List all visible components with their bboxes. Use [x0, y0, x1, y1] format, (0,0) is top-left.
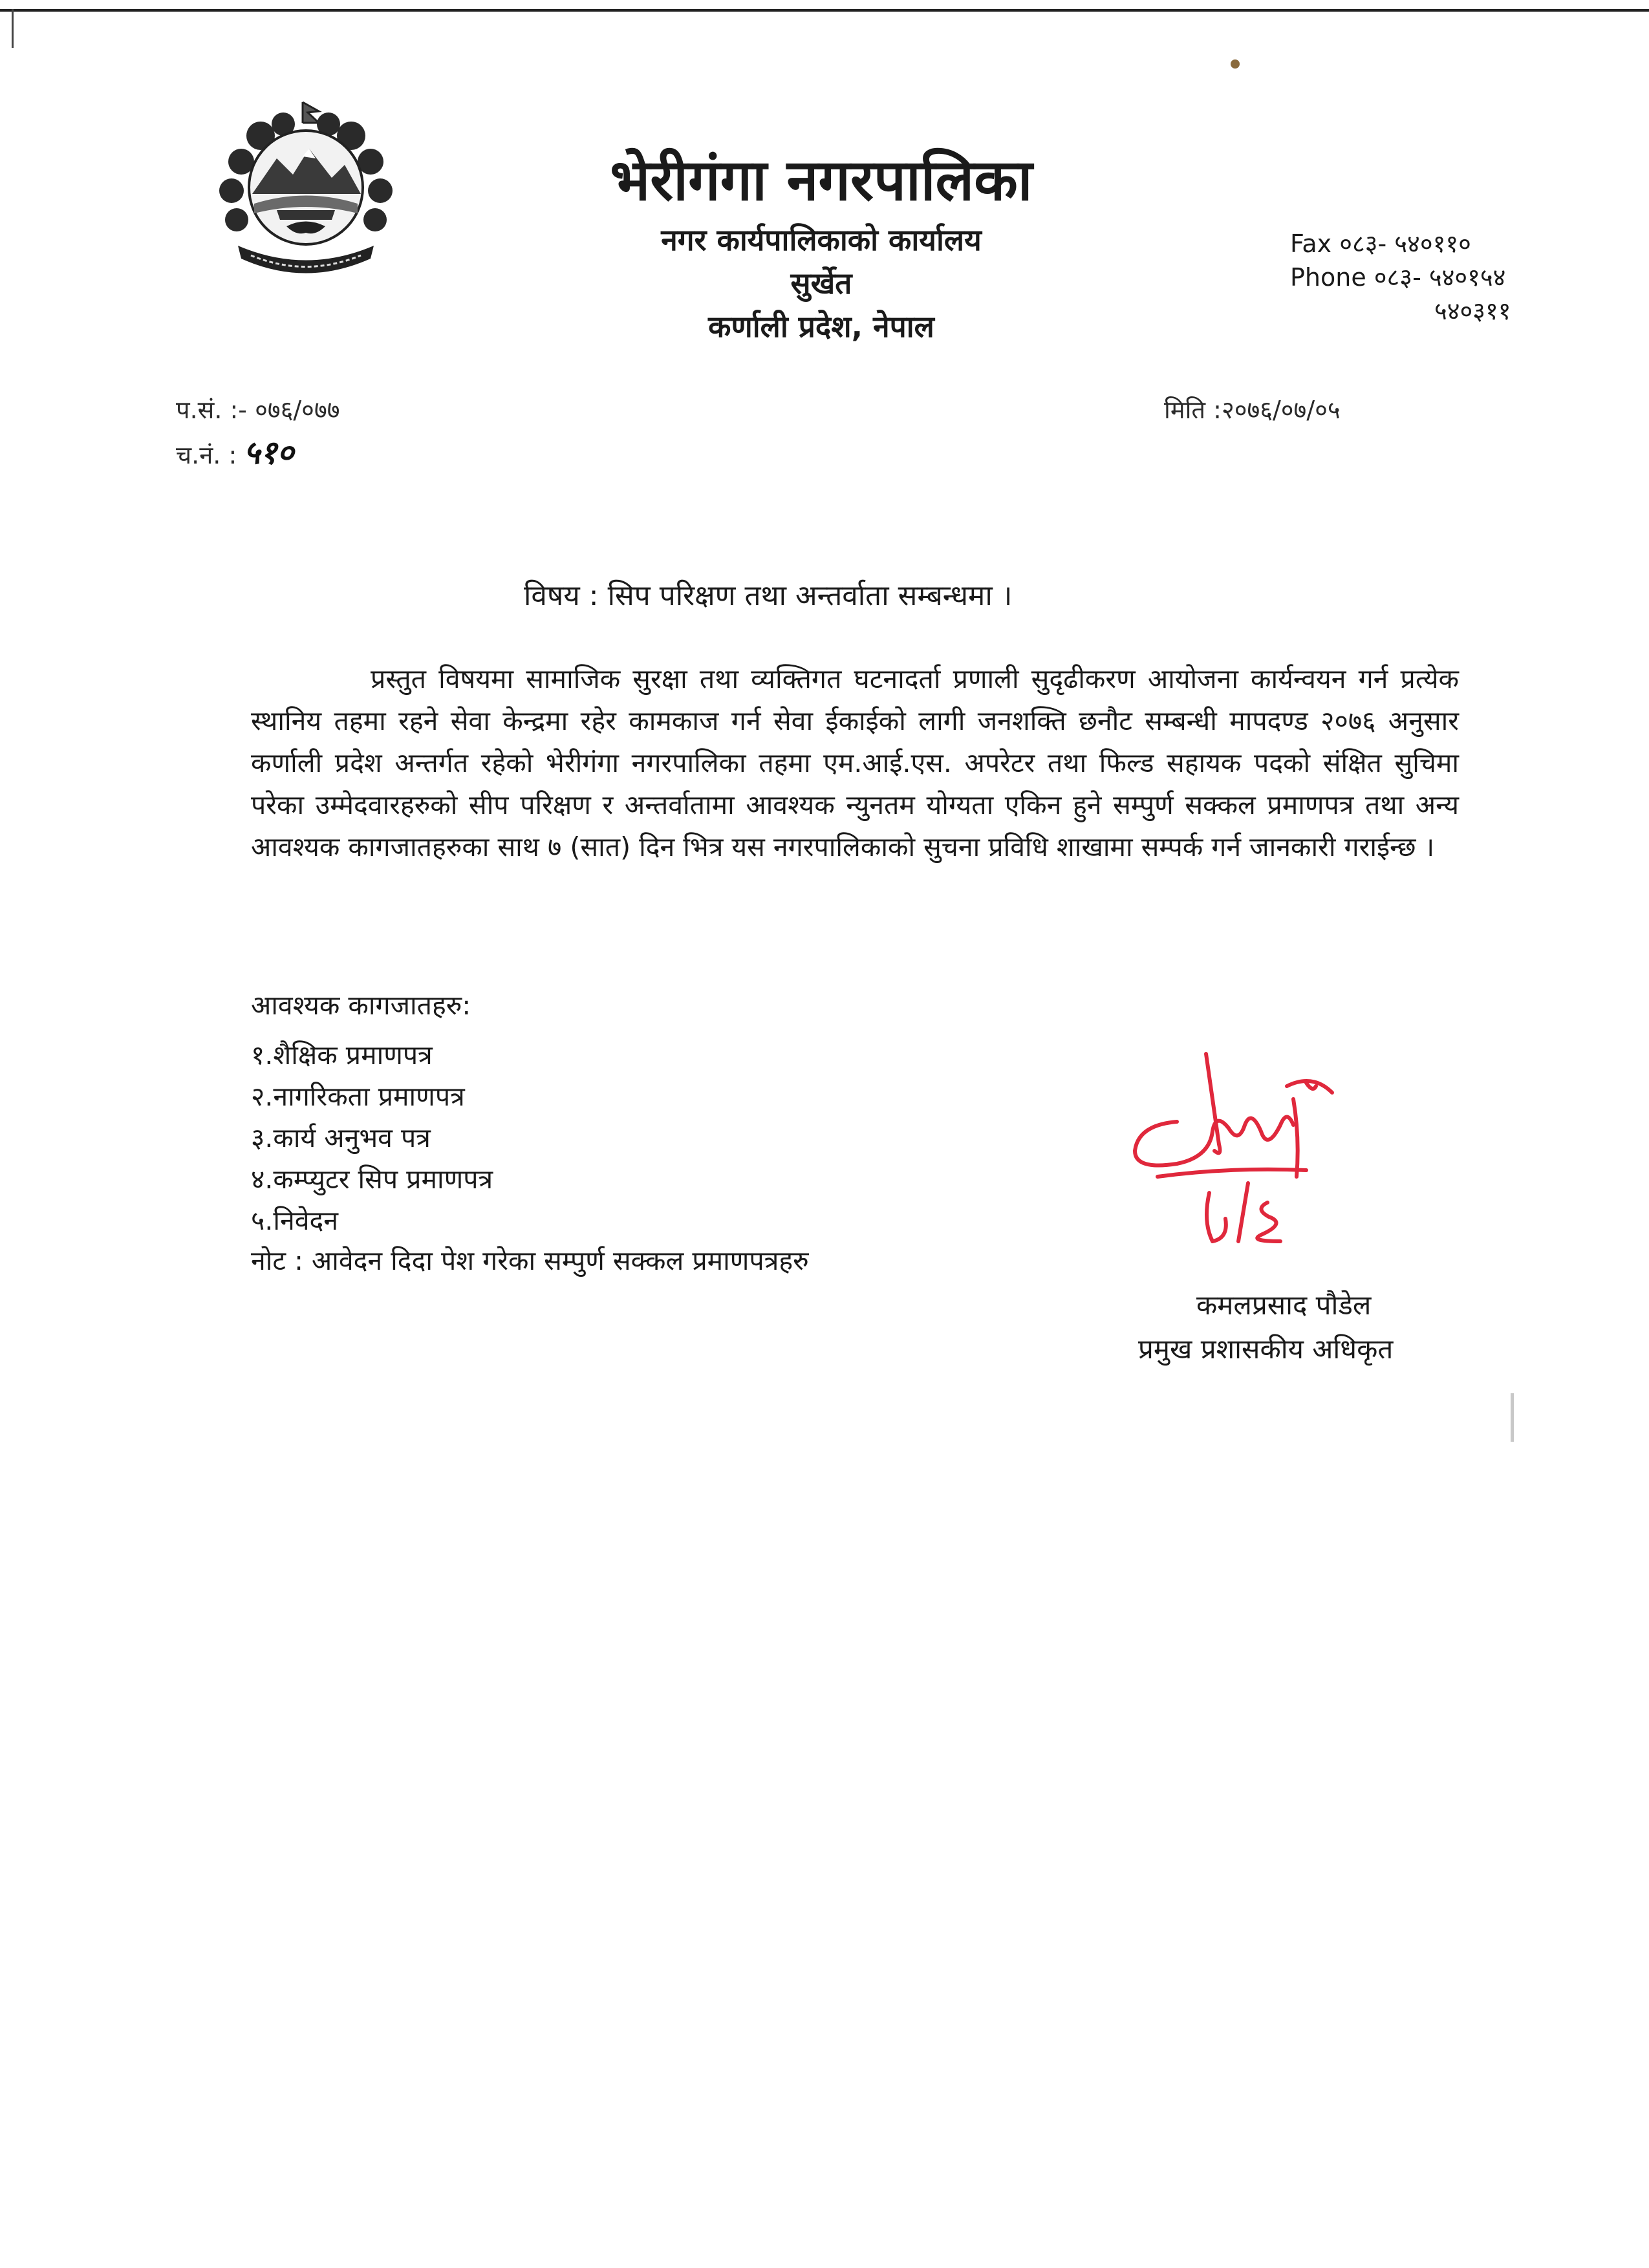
- reference-number: प.सं. :- ०७६/०७७: [176, 396, 340, 424]
- phone-number: Phone ०८३- ५४०१५४: [1290, 263, 1506, 292]
- scan-speck: [1231, 59, 1240, 69]
- municipality-name: भेरीगंगा नगरपालिका: [610, 147, 1033, 213]
- list-item: ४.कम्प्युटर सिप प्रमाणपत्र: [251, 1164, 493, 1195]
- dispatch-number-label: च.नं. :: [176, 441, 237, 469]
- district-name: सुर्खेत: [790, 266, 852, 301]
- office-name: नगर कार्यपालिकाको कार्यालय: [661, 222, 982, 257]
- fax-number: Fax ०८३- ५४०११०: [1290, 230, 1471, 258]
- list-item: ३.कार्य अनुभव पत्र: [251, 1122, 431, 1153]
- requirements-title: आवश्यक कागजातहरु:: [251, 990, 471, 1021]
- phone-number-secondary: ५४०३११: [1434, 297, 1511, 325]
- scan-artifact: [1511, 1393, 1514, 1442]
- list-item: १.शैक्षिक प्रमाणपत्र: [251, 1040, 433, 1071]
- requirements-note: नोट : आवेदन दिदा पेश गरेका सम्पुर्ण सक्कल प्रमाणपत्रहरु: [251, 1245, 809, 1276]
- signer-name: कमलप्रसाद पौडेल: [1196, 1289, 1372, 1321]
- province-name: कर्णाली प्रदेश, नेपाल: [708, 309, 934, 344]
- nepal-government-emblem-icon: [206, 97, 406, 278]
- list-item: ५.निवेदन: [251, 1205, 339, 1236]
- requirements-list: [251, 1034, 493, 1241]
- handwritten-signature: [1099, 1047, 1397, 1261]
- scan-border-left: [12, 9, 14, 48]
- scan-border-top: [0, 9, 1649, 12]
- signer-title: प्रमुख प्रशासकीय अधिकृत: [1138, 1333, 1394, 1365]
- letter-date: मिति :२०७६/०७/०५: [1164, 396, 1341, 424]
- list-item: २.नागरिकता प्रमाणपत्र: [251, 1081, 465, 1112]
- dispatch-number: [176, 433, 294, 471]
- letter-body: प्रस्तुत विषयमा सामाजिक सुरक्षा तथा व्यक्तिगत घटनादर्ता प्रणाली सुदृढीकरण आयोजना कार्यन्वयन गर्न प्रत्येक स्थानिय तहमा रहने सेवा केन्द्रमा रहेर कामकाज गर्न सेवा ईकाईको लागी जनशक्ति छनौट सम्बन्धी मापदण्ड २०७६ अनुसार कर्णाली प्रदेश अन्तर्गत रहेको भेरीगंगा नगरपालिका तहमा एम.आई.एस. अपरेटर तथा फिल्ड सहायक पदको संक्षित सुचिमा परेका उम्मेदवारहरुको सीप परिक्षण र अन्तर्वातामा आवश्यक न्युनतम योग्यता एकिन हुने सम्पुर्ण सक्कल प्रमाणपत्र तथा अन्य आवश्यक कागजातहरुका साथ ७ (सात) दिन भित्र यस नगरपालिकाको सुचना प्रविधि शाखामा सम्पर्क गर्न जानकारी गराईन्छ ।: [251, 663, 1459, 862]
- dispatch-number-value: ५१०: [243, 433, 294, 471]
- letter-subject: विषय : सिप परिक्षण तथा अन्तर्वाता सम्बन्धमा ।: [524, 579, 1013, 612]
